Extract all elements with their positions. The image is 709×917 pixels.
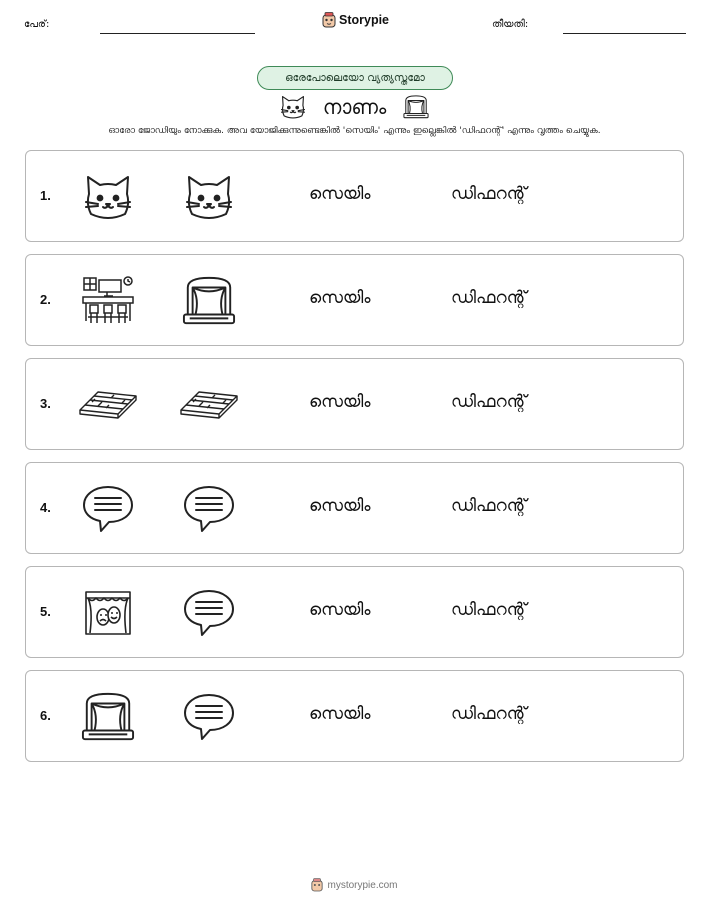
brand-name: Storypie xyxy=(339,13,390,27)
date-label: തീയതി: xyxy=(492,19,529,30)
question-row-6 xyxy=(25,670,684,762)
name-label: പേര്: xyxy=(24,19,50,30)
question-number: 4. xyxy=(40,500,51,515)
cat-icon xyxy=(279,95,307,119)
instructions: ഓരോ ജോഡിയും നോക്കുക. അവ യോജിക്കുന്നുണ്ടെങ്കിൽ 'സെയിം' എന്നും ഇല്ലെങ്കിൽ 'ഡിഫറന്റ്' എന്നും വൃത്തം ചെയ്യുക. xyxy=(108,126,601,136)
cat-icon xyxy=(78,168,138,226)
different-option[interactable]: ഡിഫറന്റ് xyxy=(451,184,527,204)
question-number: 5. xyxy=(40,604,51,619)
stage-icon xyxy=(402,94,430,120)
speech-bubble-icon xyxy=(179,688,239,746)
title-row xyxy=(0,92,709,122)
different-option[interactable]: ഡിഫറന്റ് xyxy=(451,392,527,412)
speech-bubble-icon xyxy=(78,480,138,538)
different-option[interactable]: ഡിഫറന്റ് xyxy=(451,704,527,724)
question-row-2 xyxy=(25,254,684,346)
same-option[interactable]: സെയിം xyxy=(309,288,371,308)
activity-badge-text: ഒരേപോലെയോ വ്യത്യസ്തമോ xyxy=(285,71,425,84)
question-row-3 xyxy=(25,358,684,450)
question-row-4 xyxy=(25,462,684,554)
same-option[interactable]: സെയിം xyxy=(309,184,371,204)
storypie-mascot-icon xyxy=(322,12,336,28)
storypie-mascot-icon xyxy=(311,878,323,892)
different-option[interactable]: ഡിഫറന്റ് xyxy=(451,496,527,516)
footer-url[interactable]: mystorypie.com xyxy=(327,879,398,891)
name-field[interactable] xyxy=(100,33,255,34)
stage-icon xyxy=(78,688,138,746)
question-number: 3. xyxy=(40,396,51,411)
wooden-floor-icon xyxy=(179,376,239,434)
same-option[interactable]: സെയിം xyxy=(309,704,371,724)
same-option[interactable]: സെയിം xyxy=(309,392,371,412)
speech-bubble-icon xyxy=(179,584,239,642)
question-number: 1. xyxy=(40,188,51,203)
stage-icon xyxy=(179,272,239,330)
question-number: 6. xyxy=(40,708,51,723)
page-title: നാണം xyxy=(322,95,387,119)
classroom-icon xyxy=(78,272,138,330)
activity-badge xyxy=(257,66,453,90)
wooden-floor-icon xyxy=(78,376,138,434)
different-option[interactable]: ഡിഫറന്റ് xyxy=(451,288,527,308)
speech-bubble-icon xyxy=(179,480,239,538)
question-row-1 xyxy=(25,150,684,242)
same-option[interactable]: സെയിം xyxy=(309,496,371,516)
date-field[interactable] xyxy=(563,33,686,34)
theater-masks-icon xyxy=(78,584,138,642)
question-row-5 xyxy=(25,566,684,658)
brand-logo xyxy=(322,12,389,28)
different-option[interactable]: ഡിഫറന്റ് xyxy=(451,600,527,620)
footer xyxy=(0,878,709,892)
cat-icon xyxy=(179,168,239,226)
question-number: 2. xyxy=(40,292,51,307)
same-option[interactable]: സെയിം xyxy=(309,600,371,620)
